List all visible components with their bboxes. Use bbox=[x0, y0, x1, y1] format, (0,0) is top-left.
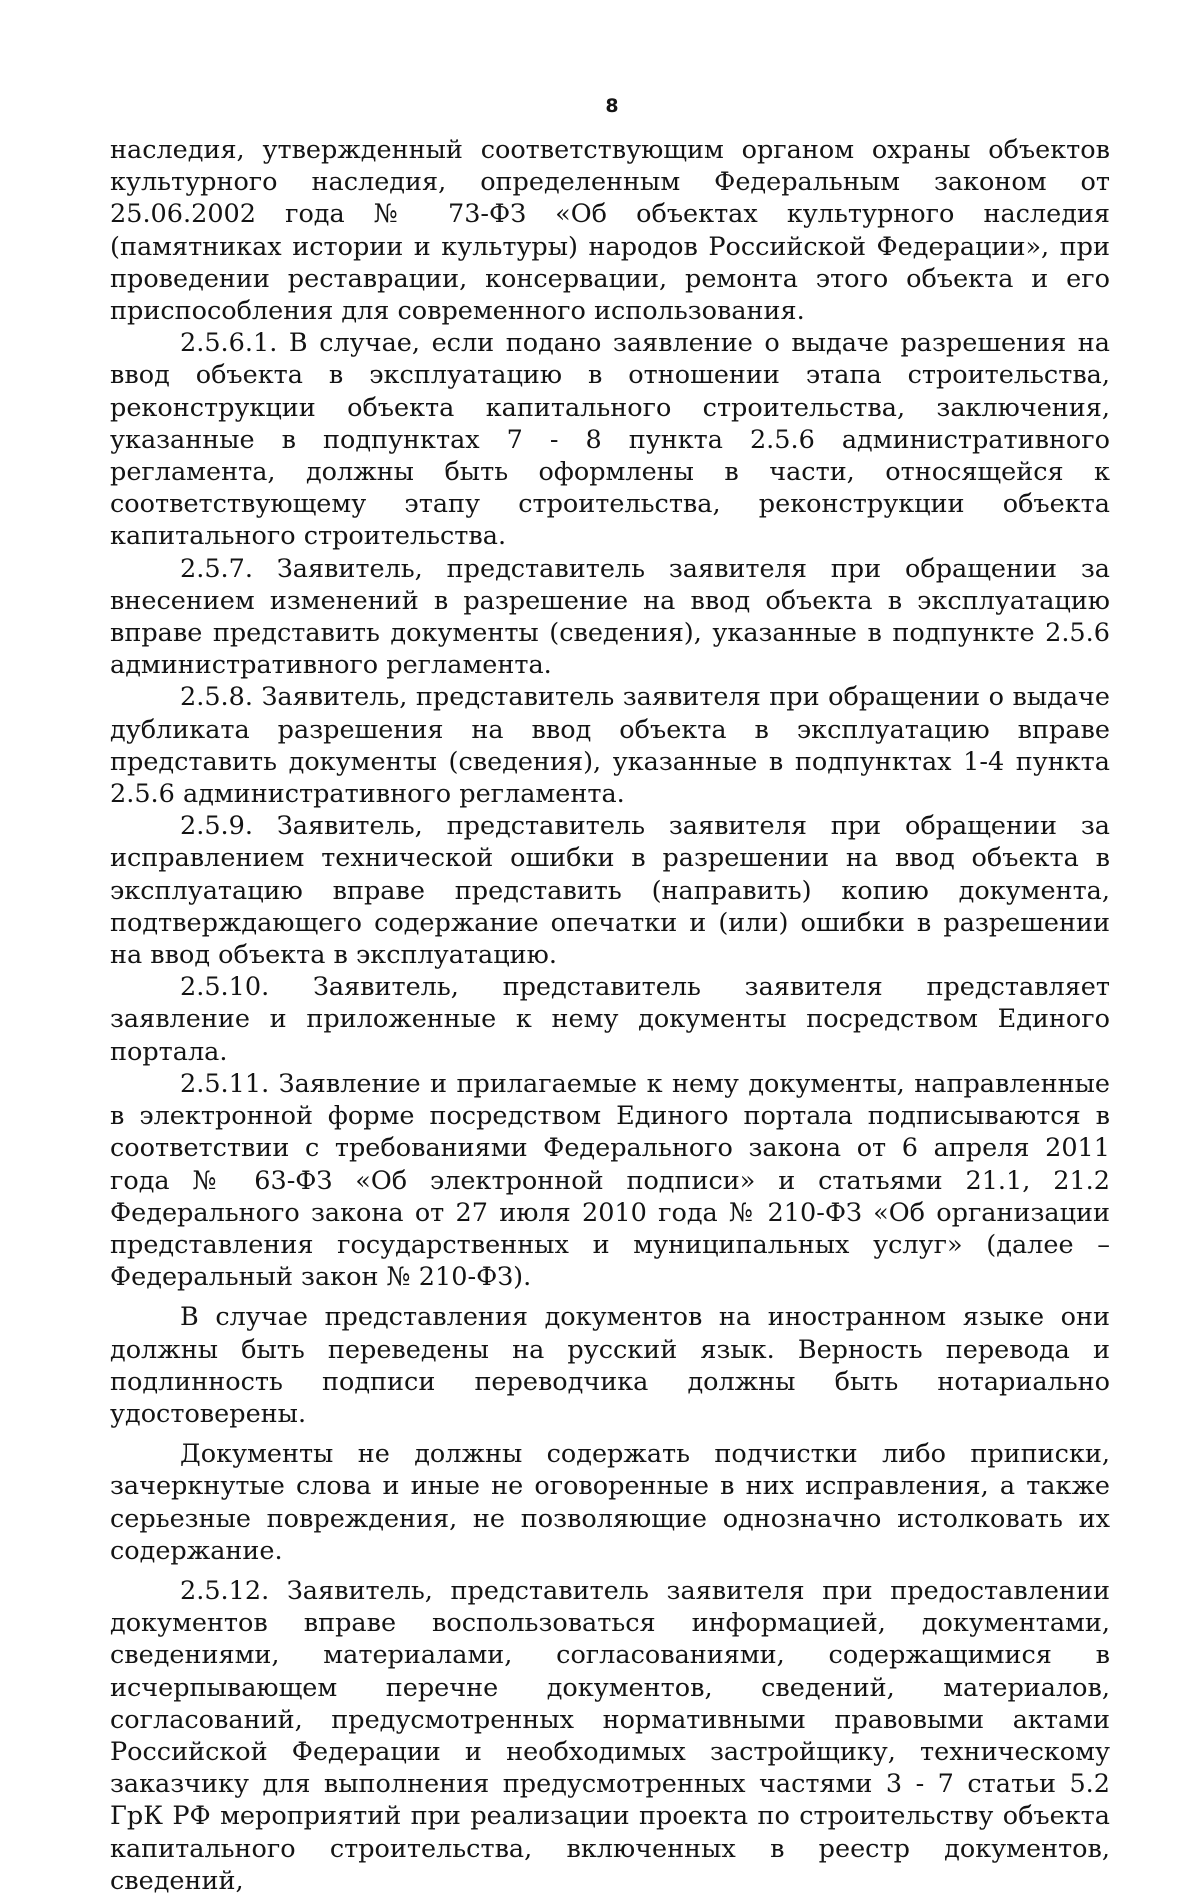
paragraph-2-5-9: 2.5.9. Заявитель, представитель заявителя при обращении за исправлением технической ошибки в разрешении на ввод объекта в эксплуатацию вправе представить (направить) копию документа, подтверждающего содержание опечатки и (или) ошибки в разрешении на ввод объекта в эксплуатацию. bbox=[110, 811, 1110, 971]
paragraph-foreign-language: В случае представления документов на иностранном языке они должны быть переведены на русский язык. Верность перевода и подлинность подписи переводчика должны быть нотариально удостоверены. bbox=[110, 1302, 1110, 1429]
paragraph-2-5-6-1: 2.5.6.1. В случае, если подано заявление о выдаче разрешения на ввод объекта в эксплуатацию в отношении этапа строительства, реконструкции объекта капитального строительства, заключения, указанные в подпунктах 7 - 8 пункта 2.5.6 административного регламента, должны быть оформлены в части, относящейся к соответствующему этапу строительства, реконструкции объекта капитального строительства. bbox=[110, 328, 1110, 552]
paragraph-no-corrections: Документы не должны содержать подчистки либо приписки, зачеркнутые слова и иные не оговоренные в них исправления, а также серьезные повреждения, не позволяющие однозначно истолковать их содержание. bbox=[110, 1439, 1110, 1566]
paragraph-2-5-12: 2.5.12. Заявитель, представитель заявителя при предоставлении документов вправе воспользоваться информацией, документами, сведениями, материалами, согласованиями, содержащимися в исчерпывающем перечне документов, сведений, материалов, согласований, предусмотренных нормативными правовыми актами Российской Федерации и необходимых застройщику, техническому заказчику для выполнения предусмотренных частями 3 - 7 статьи 5.2 ГрК РФ мероприятий при реализации проекта по строительству объекта капитального строительства, включенных в реестр документов, сведений, bbox=[110, 1575, 1110, 1896]
paragraph-2-5-8: 2.5.8. Заявитель, представитель заявителя при обращении о выдаче дубликата разрешения на ввод объекта в эксплуатацию вправе представить документы (сведения), указанные в подпунктах 1-4 пункта 2.5.6 административного регламента. bbox=[110, 682, 1110, 810]
paragraph-2-5-11: 2.5.11. Заявление и прилагаемые к нему документы, направленные в электронной форме посредством Единого портала подписываются в соответствии с требованиями Федерального закона от 6 апреля 2011 года № 63-ФЗ «Об электронной подписи» и статьями 21.1, 21.2 Федерального закона от 27 июля 2010 года № 210-ФЗ «Об организации представления государственных и муниципальных услуг» (далее – Федеральный закон № 210-ФЗ). bbox=[110, 1068, 1110, 1293]
page-number: 8 bbox=[605, 95, 619, 117]
document-body bbox=[110, 134, 1110, 1897]
paragraph-continuation: наследия, утвержденный соответствующим органом охраны объектов культурного наследия, определенным Федеральным законом от 25.06.2002 года № 73-ФЗ «Об объектах культурного наследия (памятниках истории и культуры) народов Российской Федерации», при проведении реставрации, консервации, ремонта этого объекта и его приспособления для современного использования. bbox=[110, 135, 1110, 327]
paragraph-2-5-7: 2.5.7. Заявитель, представитель заявителя при обращении за внесением изменений в разрешение на ввод объекта в эксплуатацию вправе представить документы (сведения), указанные в подпункте 2.5.6 административного регламента. bbox=[110, 553, 1110, 681]
paragraph-2-5-10: 2.5.10. Заявитель, представитель заявителя представляет заявление и приложенные к нему документы посредством Единого портала. bbox=[110, 972, 1110, 1067]
